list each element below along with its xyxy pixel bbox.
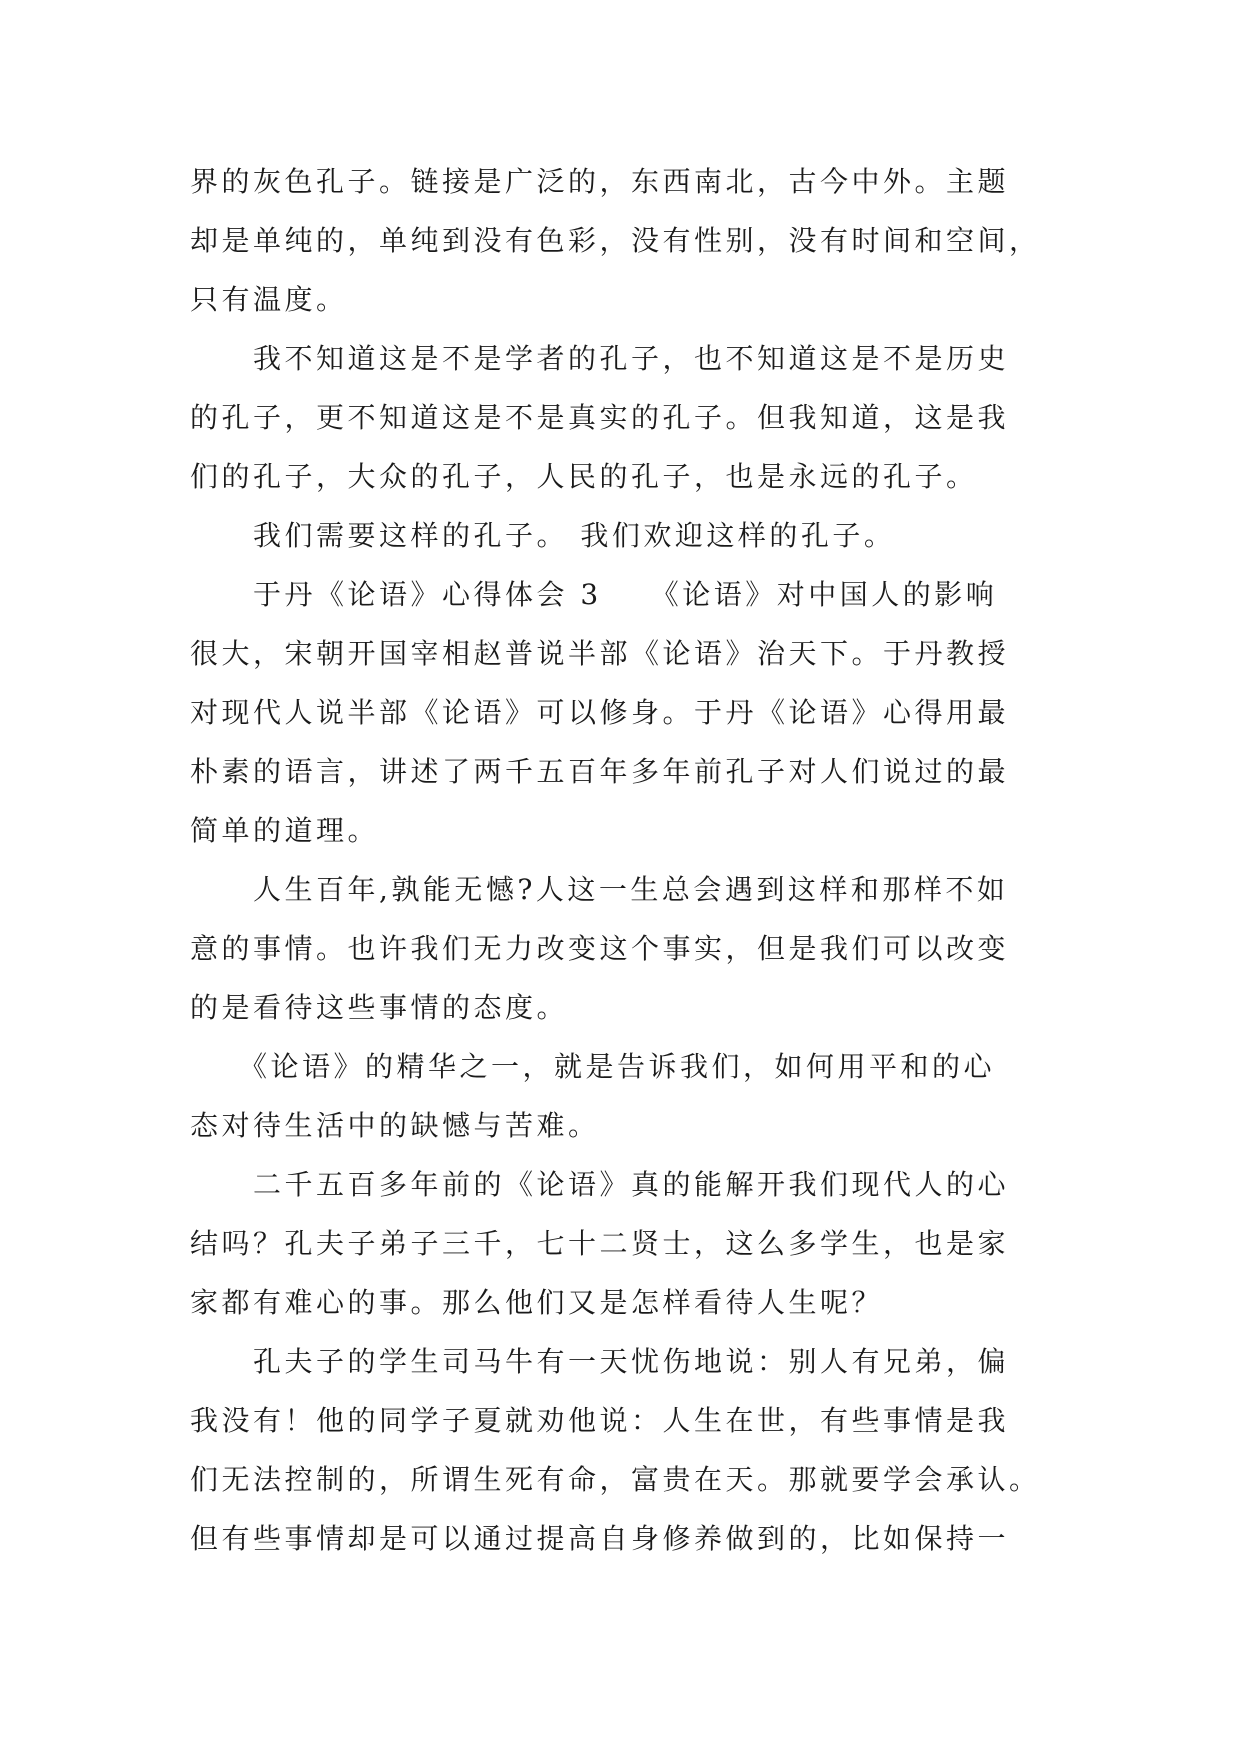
- text-line: 们无法控制的，所谓生死有命，富贵在天。那就要学会承认。: [190, 1463, 1041, 1496]
- text-line: 我们需要这样的孔子。 我们欢迎这样的孔子。: [190, 519, 896, 552]
- text-line: 二千五百多年前的《论语》真的能解开我们现代人的心: [190, 1168, 1010, 1201]
- paragraph: [190, 152, 1052, 329]
- text-line: 简单的道理。: [190, 814, 380, 847]
- paragraph: [190, 1332, 1052, 1568]
- paragraph: [190, 860, 1052, 1037]
- paragraph: [190, 565, 1052, 860]
- paragraph: [190, 1155, 1052, 1332]
- text-line: 只有温度。: [190, 283, 348, 316]
- text-line: 意的事情。也许我们无力改变这个事实，但是我们可以改变: [190, 932, 1010, 965]
- text-line: 于丹《论语》心得体会 3 《论语》对中国人的影响: [190, 578, 998, 611]
- text-line: 人生百年,孰能无憾?人这一生总会遇到这样和那样不如: [190, 873, 1009, 906]
- text-line: 对现代人说半部《论语》可以修身。于丹《论语》心得用最: [190, 696, 1010, 729]
- text-line: 我不知道这是不是学者的孔子，也不知道这是不是历史: [190, 342, 1010, 375]
- document-body: [190, 152, 1052, 1568]
- text-line: 孔夫子的学生司马牛有一天忧伤地说：别人有兄弟，偏: [190, 1345, 1010, 1378]
- text-line: 但有些事情却是可以通过提高自身修养做到的，比如保持一: [190, 1522, 1010, 1555]
- text-line: 家都有难心的事。那么他们又是怎样看待人生呢？: [190, 1286, 884, 1319]
- text-line: 很大，宋朝开国宰相赵普说半部《论语》治天下。于丹教授: [190, 637, 1010, 670]
- text-line: 的是看待这些事情的态度。: [190, 991, 569, 1024]
- text-line: 我没有！他的同学子夏就劝他说：人生在世，有些事情是我: [190, 1404, 1010, 1437]
- text-line: 界的灰色孔子。链接是广泛的，东西南北，古今中外。主题: [190, 165, 1010, 198]
- text-line: 结吗？孔夫子弟子三千，七十二贤士，这么多学生，也是家: [190, 1227, 1010, 1260]
- text-line: 朴素的语言，讲述了两千五百年多年前孔子对人们说过的最: [190, 755, 1010, 788]
- text-line: 的孔子，更不知道这是不是真实的孔子。但我知道，这是我: [190, 401, 1010, 434]
- text-line: 却是单纯的，单纯到没有色彩，没有性别，没有时间和空间，: [190, 224, 1041, 257]
- paragraph: [190, 1037, 1052, 1155]
- paragraph: [190, 506, 1052, 565]
- paragraph: [190, 329, 1052, 506]
- text-line: 《论语》的精华之一，就是告诉我们，如何用平和的心: [190, 1050, 996, 1083]
- text-line: 们的孔子，大众的孔子，人民的孔子，也是永远的孔子。: [190, 460, 978, 493]
- text-line: 态对待生活中的缺憾与苦难。: [190, 1109, 600, 1142]
